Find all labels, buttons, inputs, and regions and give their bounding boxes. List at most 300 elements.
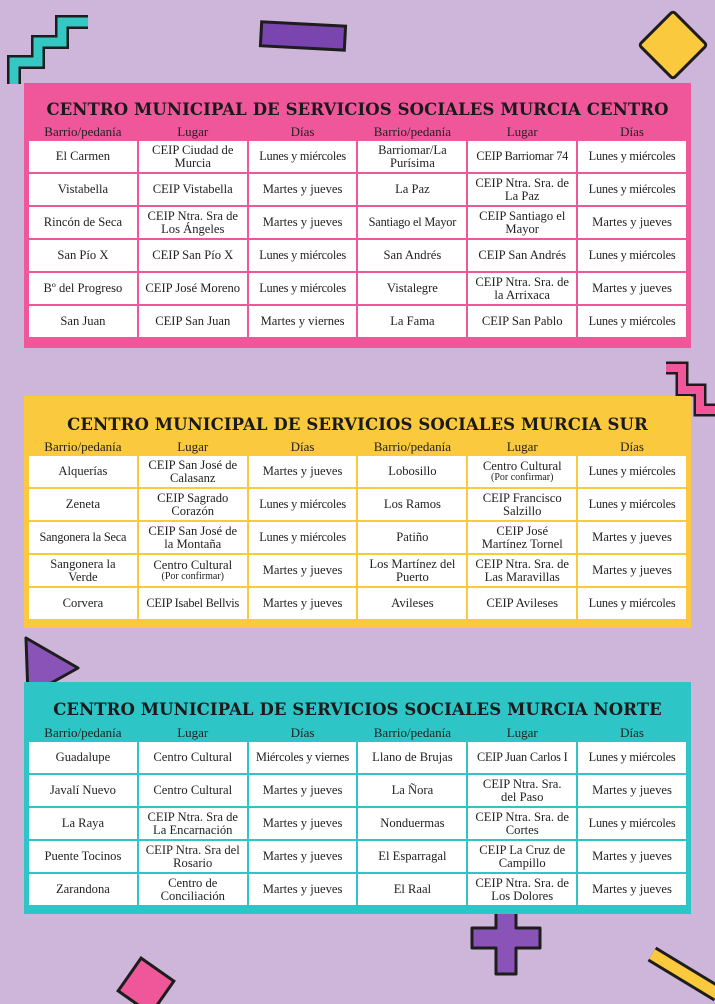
cell-dias	[249, 456, 357, 487]
cell-content	[263, 564, 343, 577]
cell-text: CEIP Ntra. Sra de Los Ángeles	[147, 208, 238, 236]
table-row	[28, 774, 687, 807]
cell-content	[256, 751, 349, 764]
cell-content	[263, 784, 343, 797]
cell-text: Martes y jueves	[262, 882, 343, 896]
cell-lugar	[139, 522, 247, 553]
cell-content	[592, 216, 672, 229]
cell-content	[391, 597, 433, 610]
yellow-stripe-icon	[646, 944, 715, 1004]
cell-barrio	[29, 555, 137, 586]
cell-content	[152, 249, 233, 262]
cell-content	[146, 597, 239, 610]
cell-dias	[249, 273, 357, 304]
section-murcia-centro	[24, 83, 691, 348]
cell-dias	[249, 808, 357, 839]
header-dias: Días	[290, 439, 315, 454]
cell-content	[148, 525, 237, 551]
cell-dias	[578, 874, 686, 905]
table-row	[28, 840, 687, 873]
cell-lugar	[139, 555, 247, 586]
cell-content	[263, 183, 343, 196]
cell-content	[263, 883, 343, 896]
cell-barrio	[358, 273, 466, 304]
cell-content	[378, 850, 446, 863]
cell-barrio	[358, 874, 466, 905]
cell-content	[483, 492, 562, 518]
cell-content	[146, 844, 240, 870]
cell-text: Zarandona	[55, 882, 110, 896]
cell-content	[56, 883, 110, 896]
cell-text: Lunes y miércoles	[259, 281, 346, 295]
cell-content	[394, 883, 431, 896]
cell-barrio	[29, 141, 137, 172]
cell-text: Martes y jueves	[592, 530, 672, 544]
header-dias: Días	[290, 124, 315, 139]
cell-text: Martes y jueves	[592, 215, 672, 229]
cell-text: CEIP José Moreno	[145, 281, 241, 295]
cell-content	[589, 817, 676, 830]
cell-content	[50, 784, 116, 797]
cell-content	[56, 751, 111, 764]
cell-text: Patiño	[396, 530, 429, 544]
cell-lugar	[468, 273, 576, 304]
header-lugar: Lugar	[177, 124, 209, 139]
cell-barrio	[358, 489, 466, 520]
cell-content	[475, 877, 569, 903]
cell-content	[44, 282, 123, 295]
cell-content	[388, 465, 436, 478]
cell-dias	[249, 240, 357, 271]
cell-content	[592, 564, 672, 577]
cell-barrio	[29, 456, 137, 487]
cell-text: Martes y jueves	[592, 563, 672, 577]
cell-text: CEIP Santiago el Mayor	[479, 208, 566, 236]
cell-content	[390, 315, 434, 328]
section-title: CENTRO MUNICIPAL DE SERVICIOS SOCIALES MURCIA CENTRO	[46, 100, 669, 119]
cell-barrio	[29, 874, 137, 905]
cell-text: CEIP Juan Carlos I	[476, 750, 568, 764]
cell-lugar	[468, 555, 576, 586]
cell-content	[475, 177, 569, 203]
cell-content	[62, 817, 104, 830]
cell-content	[592, 784, 672, 797]
cell-dias	[578, 174, 686, 205]
cell-dias	[249, 174, 357, 205]
cell-content	[482, 315, 563, 328]
header-dias: Días	[620, 725, 644, 740]
cell-dias	[578, 522, 686, 553]
cell-dias	[578, 808, 686, 839]
cell-content	[155, 315, 230, 328]
cell-lugar	[139, 742, 247, 773]
cell-content	[261, 315, 345, 328]
cell-content	[263, 817, 343, 830]
cell-content	[479, 210, 565, 236]
cell-content	[475, 811, 569, 837]
cell-content	[148, 210, 238, 236]
cell-content	[483, 778, 562, 804]
cell-text: Lunes y miércoles	[588, 596, 676, 610]
cell-text: Martes y jueves	[262, 563, 343, 577]
cell-text: Lunes y miércoles	[588, 314, 676, 328]
cell-text: Lunes y miércoles	[588, 497, 676, 511]
cell-barrio	[29, 306, 137, 337]
cell-content	[263, 850, 343, 863]
cell-content	[148, 459, 237, 485]
table-row	[28, 140, 687, 173]
cell-lugar	[468, 742, 576, 773]
cell-content	[592, 282, 672, 295]
cell-lugar	[468, 874, 576, 905]
table-row	[28, 173, 687, 206]
cell-content	[44, 850, 121, 863]
table-row	[28, 873, 687, 906]
cell-text: CEIP La Cruz de Campillo	[479, 842, 566, 870]
cell-text: CEIP Ntra. Sra. de Las Maravillas	[475, 556, 570, 584]
cell-lugar	[139, 273, 247, 304]
cell-lugar	[468, 240, 576, 271]
cell-text: La Fama	[390, 314, 435, 328]
table-header	[28, 438, 687, 455]
cell-text: CEIP Isabel Bellvis	[146, 596, 240, 610]
cell-content	[259, 531, 346, 544]
cell-text: Centro Cultural	[153, 558, 233, 572]
cell-content	[56, 150, 110, 163]
table-row	[28, 455, 687, 488]
cell-content	[395, 183, 430, 196]
cell-text: Martes y jueves	[262, 783, 343, 797]
cell-text: CEIP Barriomar 74	[476, 149, 569, 163]
cell-content	[476, 150, 568, 163]
cell-lugar	[139, 456, 247, 487]
cell-barrio	[358, 174, 466, 205]
header-barrio: Barrio/pedanía	[44, 124, 122, 139]
cell-content	[44, 216, 122, 229]
table-row	[28, 239, 687, 272]
cell-text: Martes y jueves	[592, 281, 672, 295]
cell-text: Lunes y miércoles	[259, 530, 346, 544]
section-murcia-sur	[24, 396, 691, 628]
cell-text: CEIP San Pablo	[481, 314, 563, 328]
cell-dias	[249, 522, 357, 553]
cell-lugar	[139, 306, 247, 337]
cell-dias	[249, 588, 357, 619]
cell-barrio	[358, 742, 466, 773]
cell-content	[384, 498, 441, 511]
cell-text: Miércoles y viernes	[255, 750, 350, 764]
cell-text: Rincón de Seca	[43, 215, 123, 229]
cell-barrio	[29, 174, 137, 205]
cell-text: CEIP Sagrado Corazón	[157, 490, 229, 518]
cell-lugar	[468, 306, 576, 337]
cell-content	[589, 249, 676, 262]
cell-barrio	[358, 141, 466, 172]
table-row	[28, 807, 687, 840]
cell-content	[63, 597, 104, 610]
cell-content	[372, 751, 452, 764]
cell-lugar	[468, 456, 576, 487]
cell-lugar	[468, 841, 576, 872]
purple-bar-icon	[258, 19, 350, 53]
cell-dias	[249, 489, 357, 520]
header-barrio: Barrio/pedanía	[44, 725, 122, 740]
cell-text: Llano de Brujas	[372, 750, 453, 764]
cell-barrio	[29, 240, 137, 271]
cell-text: Avileses	[391, 596, 434, 610]
cell-text: San Juan	[60, 314, 106, 328]
cell-dias	[249, 874, 357, 905]
cell-lugar	[468, 207, 576, 238]
cell-dias	[578, 489, 686, 520]
cell-content	[475, 558, 569, 584]
header-barrio: Barrio/pedanía	[373, 124, 452, 139]
cell-barrio	[29, 207, 137, 238]
cell-lugar	[139, 240, 247, 271]
cell-text: CEIP San Pío X	[152, 248, 234, 262]
table-row	[28, 206, 687, 239]
cell-text: CEIP Ntra. Sra. de Cortes	[475, 809, 570, 837]
cell-barrio	[358, 240, 466, 271]
cell-content	[396, 531, 428, 544]
cell-barrio	[358, 555, 466, 586]
cell-text: Centro de Conciliación	[160, 875, 225, 903]
cell-text: El Carmen	[55, 149, 111, 163]
cell-barrio	[29, 273, 137, 304]
cell-dias	[249, 841, 357, 872]
header-barrio: Barrio/pedanía	[373, 439, 452, 454]
cell-text: CEIP Vistabella	[152, 182, 233, 196]
cell-text: El Esparragal	[378, 849, 447, 863]
cell-dias	[249, 775, 357, 806]
cell-content	[57, 249, 108, 262]
purple-cross-icon	[466, 904, 546, 978]
cell-text: Lunes y miércoles	[588, 816, 676, 830]
cell-text: CEIP Ntra. Sra de La Encarnación	[147, 809, 238, 837]
cell-content	[369, 216, 456, 229]
cell-content	[477, 751, 568, 764]
cell-text: Lunes y miércoles	[259, 497, 346, 511]
cell-content	[592, 883, 672, 896]
header-barrio: Barrio/pedanía	[44, 439, 122, 454]
cell-content	[259, 249, 346, 262]
cell-text: CEIP Ntra. Sra. de la Arrixaca	[475, 274, 570, 302]
cell-text: Centro Cultural	[482, 459, 562, 473]
section-title: CENTRO MUNICIPAL DE SERVICIOS SOCIALES MURCIA SUR	[67, 415, 648, 434]
cell-text: Martes y jueves	[262, 849, 343, 863]
cell-text: Los Martínez del Puerto	[369, 556, 456, 584]
cell-lugar	[139, 775, 247, 806]
cell-text: Alquerías	[58, 464, 108, 478]
cell-text: Lunes y miércoles	[588, 464, 676, 478]
cell-text: CEIP Ntra. Sra. de La Paz	[475, 175, 570, 203]
cell-content	[369, 558, 455, 584]
cell-dias	[578, 207, 686, 238]
cell-content	[380, 817, 444, 830]
cell-content	[263, 465, 343, 478]
cell-barrio	[29, 522, 137, 553]
cell-content	[486, 597, 558, 610]
cell-text: Vistalegre	[386, 281, 438, 295]
cell-content	[58, 183, 108, 196]
cell-lugar	[468, 808, 576, 839]
cell-content	[152, 144, 233, 170]
table-row	[28, 587, 687, 620]
cell-barrio	[358, 808, 466, 839]
cell-text: CEIP Ciudad de Murcia	[152, 142, 234, 170]
cell-text: Martes y jueves	[262, 182, 343, 196]
header-barrio: Barrio/pedanía	[373, 725, 452, 740]
cell-content	[259, 150, 346, 163]
cell-barrio	[358, 456, 466, 487]
pink-square-icon	[112, 956, 178, 1004]
cell-text: Santiago el Mayor	[368, 215, 457, 229]
cell-barrio	[358, 306, 466, 337]
cell-content	[589, 465, 676, 478]
cell-content	[60, 315, 105, 328]
cell-lugar	[139, 489, 247, 520]
cell-text: CEIP San José de Calasanz	[148, 457, 238, 485]
cell-text: Lunes y miércoles	[588, 182, 676, 196]
header-lugar: Lugar	[506, 124, 538, 139]
cell-content	[589, 597, 676, 610]
cell-barrio	[29, 489, 137, 520]
cell-lugar	[468, 489, 576, 520]
cell-content	[592, 531, 672, 544]
cell-lugar	[139, 841, 247, 872]
cell-barrio	[29, 775, 137, 806]
cell-text: Barriomar/La Purísima	[378, 142, 447, 170]
cell-dias	[578, 588, 686, 619]
cell-barrio	[358, 588, 466, 619]
cell-content	[589, 315, 676, 328]
cell-content	[589, 183, 676, 196]
cell-dias	[249, 555, 357, 586]
cell-lugar	[139, 808, 247, 839]
por-confirmar-note: (Por confirmar)	[490, 472, 554, 483]
cell-text: San Andrés	[383, 248, 442, 262]
cell-content	[153, 183, 233, 196]
por-confirmar-note: (Por confirmar)	[161, 571, 224, 582]
cell-text: Zeneta	[65, 497, 101, 511]
cell-text: Martes y jueves	[262, 816, 343, 830]
cell-text: Martes y jueves	[592, 882, 672, 896]
cell-text: CEIP San Andrés	[478, 248, 567, 262]
cell-content	[259, 498, 346, 511]
cell-content	[475, 276, 569, 302]
cell-content	[392, 784, 434, 797]
cell-text: CEIP Francisco Salzillo	[482, 490, 562, 518]
cell-text: Lunes y miércoles	[588, 750, 676, 764]
header-lugar: Lugar	[506, 439, 538, 454]
cell-lugar	[139, 588, 247, 619]
cell-text: CEIP Ntra. Sra. de Los Dolores	[475, 875, 570, 903]
table-row	[28, 554, 687, 587]
cell-dias	[578, 775, 686, 806]
teal-zigzag-icon	[4, 14, 96, 94]
cell-content	[592, 850, 672, 863]
cell-barrio	[29, 841, 137, 872]
cell-barrio	[358, 522, 466, 553]
header-lugar: Lugar	[177, 725, 209, 740]
cell-text: Puente Tocinos	[44, 849, 122, 863]
cell-text: Lunes y miércoles	[588, 248, 676, 262]
cell-dias	[578, 841, 686, 872]
cell-text: Corvera	[62, 596, 104, 610]
cell-content	[589, 498, 676, 511]
cell-text: Martes y jueves	[592, 783, 672, 797]
cell-dias	[249, 306, 357, 337]
cell-dias	[578, 273, 686, 304]
cell-content	[482, 525, 563, 551]
cell-lugar	[139, 174, 247, 205]
cell-dias	[578, 240, 686, 271]
cell-content	[157, 492, 228, 518]
cell-content	[483, 460, 562, 483]
cell-content	[161, 877, 225, 903]
section-title: CENTRO MUNICIPAL DE SERVICIOS SOCIALES MURCIA NORTE	[53, 700, 662, 719]
cell-content	[66, 498, 100, 511]
cell-lugar	[468, 141, 576, 172]
cell-dias	[578, 306, 686, 337]
cell-lugar	[468, 588, 576, 619]
cell-barrio	[358, 841, 466, 872]
cell-text: Vistabella	[57, 182, 109, 196]
cell-text: La Ñora	[391, 783, 434, 797]
cell-content	[478, 249, 566, 262]
cell-lugar	[468, 775, 576, 806]
cell-text: CEIP Avileses	[486, 596, 559, 610]
cell-lugar	[139, 141, 247, 172]
cell-content	[384, 249, 442, 262]
cell-text: Martes y jueves	[262, 215, 343, 229]
table-row	[28, 305, 687, 338]
cell-content	[387, 282, 438, 295]
section-murcia-norte	[24, 682, 691, 914]
cell-text: CEIP San José de la Montaña	[148, 523, 238, 551]
cell-content	[148, 811, 238, 837]
cell-text: Lunes y miércoles	[259, 149, 346, 163]
cell-lugar	[139, 874, 247, 905]
cell-text: La Raya	[61, 816, 105, 830]
cell-text: La Paz	[395, 182, 430, 196]
cell-text: Lunes y miércoles	[259, 248, 346, 262]
table-row	[28, 741, 687, 774]
header-lugar: Lugar	[177, 439, 209, 454]
cell-dias	[578, 456, 686, 487]
cell-content	[378, 144, 447, 170]
cell-text: Bº del Progreso	[43, 281, 123, 295]
cell-text: Sangonera la Seca	[39, 530, 127, 544]
cell-text: Lobosillo	[388, 464, 437, 478]
cell-text: CEIP José Martínez Tornel	[481, 523, 563, 551]
cell-text: Nonduermas	[380, 816, 445, 830]
cell-content	[145, 282, 240, 295]
cell-dias	[249, 207, 357, 238]
cell-content	[40, 531, 127, 544]
header-lugar: Lugar	[506, 725, 538, 740]
cell-content	[50, 558, 115, 584]
table-row	[28, 521, 687, 554]
cell-content	[153, 751, 232, 764]
cell-text: CEIP Ntra. Sra del Rosario	[145, 842, 240, 870]
cell-content	[259, 282, 346, 295]
cell-text: Lunes y miércoles	[588, 149, 676, 163]
cell-text: Sangonera la Verde	[50, 556, 116, 584]
cell-dias	[578, 141, 686, 172]
cell-lugar	[139, 207, 247, 238]
cell-barrio	[358, 207, 466, 238]
